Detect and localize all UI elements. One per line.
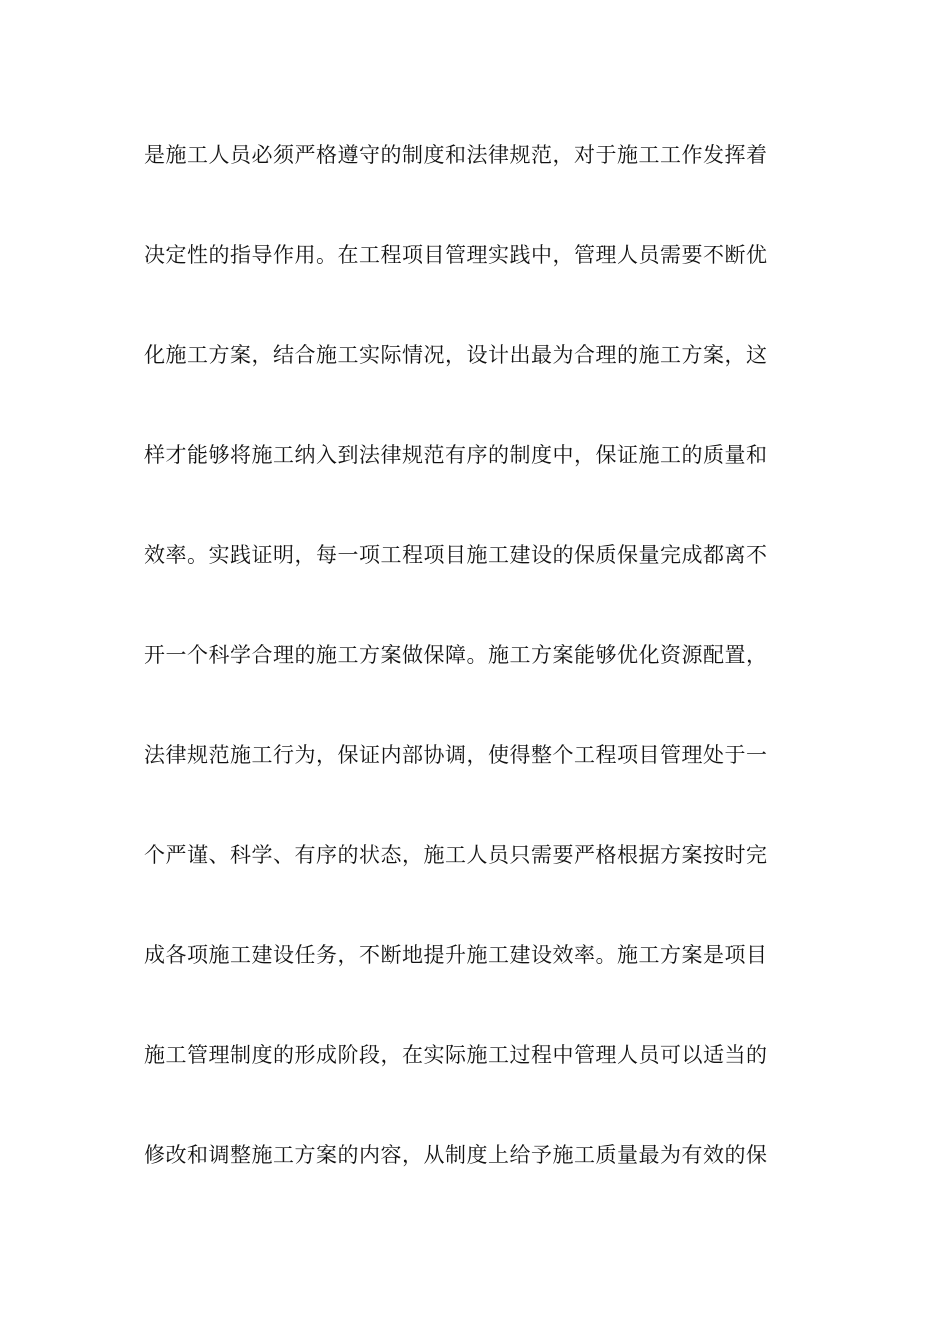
text-line: 决定性的指导作用。在工程项目管理实践中，管理人员需要不断优 — [144, 243, 768, 267]
text-line: 法律规范施工行为，保证内部协调，使得整个工程项目管理处于一 — [144, 743, 768, 767]
text-line: 施工管理制度的形成阶段，在实际施工过程中管理人员可以适当的 — [144, 1043, 768, 1067]
text-line: 效率。实践证明，每一项工程项目施工建设的保质保量完成都离不 — [144, 543, 768, 567]
text-line: 样才能够将施工纳入到法律规范有序的制度中，保证施工的质量和 — [144, 443, 768, 467]
text-line: 成各项施工建设任务，不断地提升施工建设效率。施工方案是项目 — [144, 943, 768, 967]
body-text — [144, 130, 814, 1230]
text-line: 个严谨、科学、有序的状态，施工人员只需要严格根据方案按时完 — [144, 843, 768, 867]
text-line: 化施工方案，结合施工实际情况，设计出最为合理的施工方案，这 — [144, 343, 768, 367]
text-line: 是施工人员必须严格遵守的制度和法律规范，对于施工工作发挥着 — [144, 143, 768, 167]
text-line: 开一个科学合理的施工方案做保障。施工方案能够优化资源配置， — [144, 643, 768, 667]
text-line: 修改和调整施工方案的内容，从制度上给予施工质量最为有效的保 — [144, 1143, 768, 1167]
